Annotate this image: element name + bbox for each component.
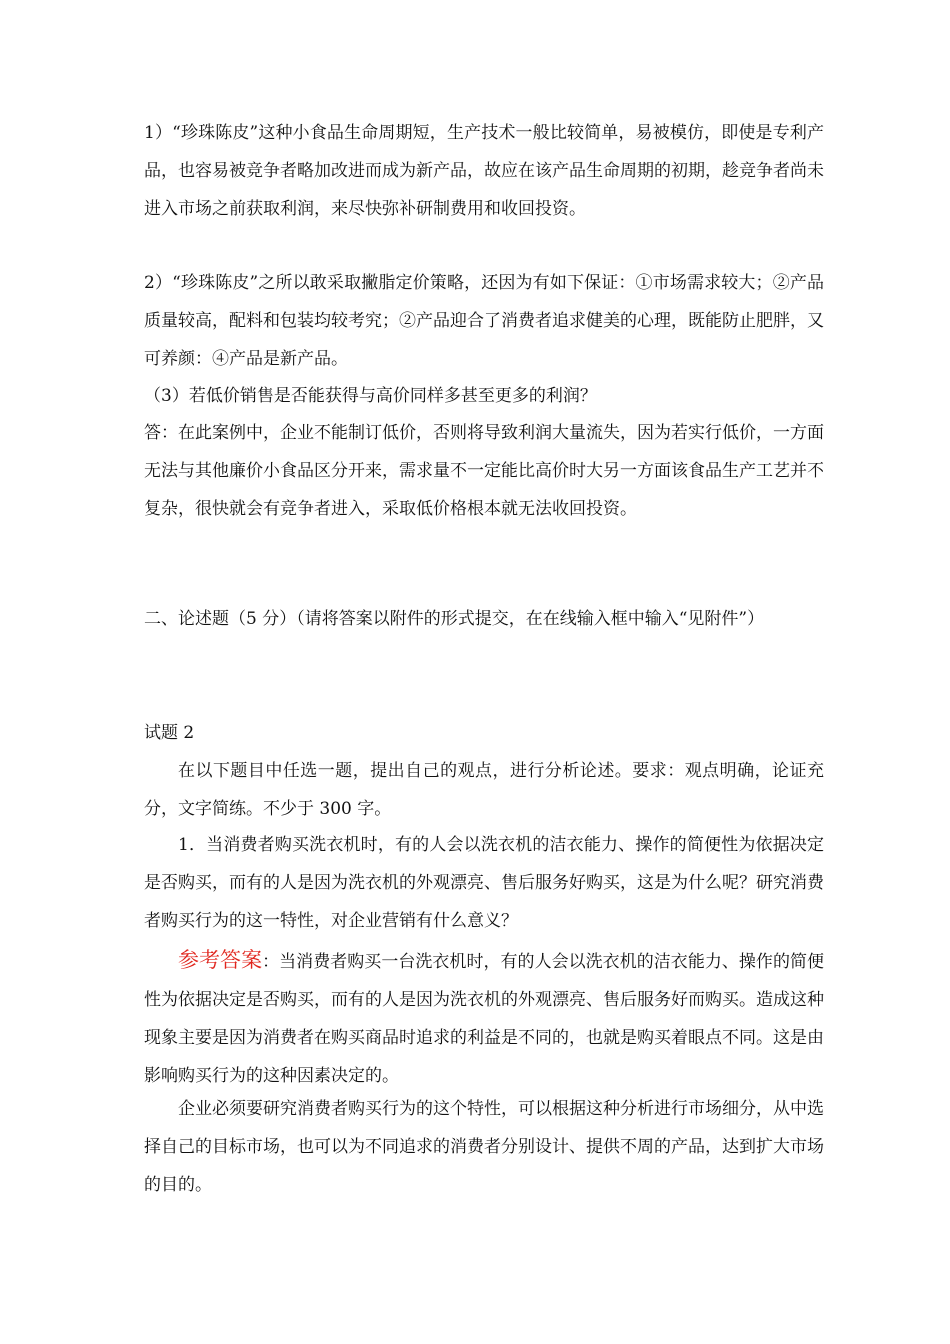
instructions: 在以下题目中任选一题，提出自己的观点，进行分析论述。要求：观点明确，论证充分，文字简练。不少于 300 字。 <box>144 761 824 819</box>
answer-point-2: 2）“珍珠陈皮”之所以敢采取撇脂定价策略，还因为有如下保证：①市场需求较大；②产品质量较高，配料和包装均较考究；②产品迎合了消费者追求健美的心理，既能防止肥胖，又可养颜：④产品是新产品。 <box>144 273 824 369</box>
answer-label: 参考答案 <box>178 948 263 972</box>
question-1: 1．当消费者购买洗衣机时，有的人会以洗衣机的洁衣能力、操作的简便性为依据决定是否购买，而有的人是因为洗衣机的外观漂亮、售后服务好购买，这是为什么呢？研究消费者购买行为的这一特性，对企业营销有什么意义？ <box>144 835 824 931</box>
section-heading: 二、论述题（5 分）（请将答案以附件的形式提交，在在线输入框中输入“见附件”） <box>144 609 765 629</box>
question-title: 试题 2 <box>144 723 195 743</box>
reference-answer-para-2: 企业必须要研究消费者购买行为的这个特性，可以根据这种分析进行市场细分，从中选择自己的目标市场，也可以为不同追求的消费者分别设计、提供不周的产品，达到扩大市场的目的。 <box>144 1099 824 1195</box>
reference-answer-para-1 <box>144 941 824 1095</box>
answer-text: ：当消费者购买一台洗衣机时，有的人会以洗衣机的洁衣能力、操作的简便性为依据决定是否购买，而有的人是因为洗衣机的外观漂亮、售后服务好而购买。造成这种现象主要是因为消费者在购买商品时追求的利益是不同的，也就是购买着眼点不同。这是由影响购买行为的这种因素决定的。 <box>144 952 825 1086</box>
answer-3: 答：在此案例中，企业不能制订低价，否则将导致利润大量流失，因为若实行低价，一方面无法与其他廉价小食品区分开来，需求量不一定能比高价时大另一方面该食品生产工艺并不复杂，很快就会有竞争者进入，采取低价格根本就无法收回投资。 <box>144 423 824 519</box>
answer-point-1: 1）“珍珠陈皮”这种小食品生命周期短，生产技术一般比较简单，易被模仿，即使是专利产品，也容易被竞争者略加改进而成为新产品，故应在该产品生命周期的初期，趁竞争者尚未进入市场之前获取利润，来尽快弥补研制费用和收回投资。 <box>144 123 824 219</box>
question-3: （3）若低价销售是否能获得与高价同样多甚至更多的利润？ <box>144 386 597 406</box>
